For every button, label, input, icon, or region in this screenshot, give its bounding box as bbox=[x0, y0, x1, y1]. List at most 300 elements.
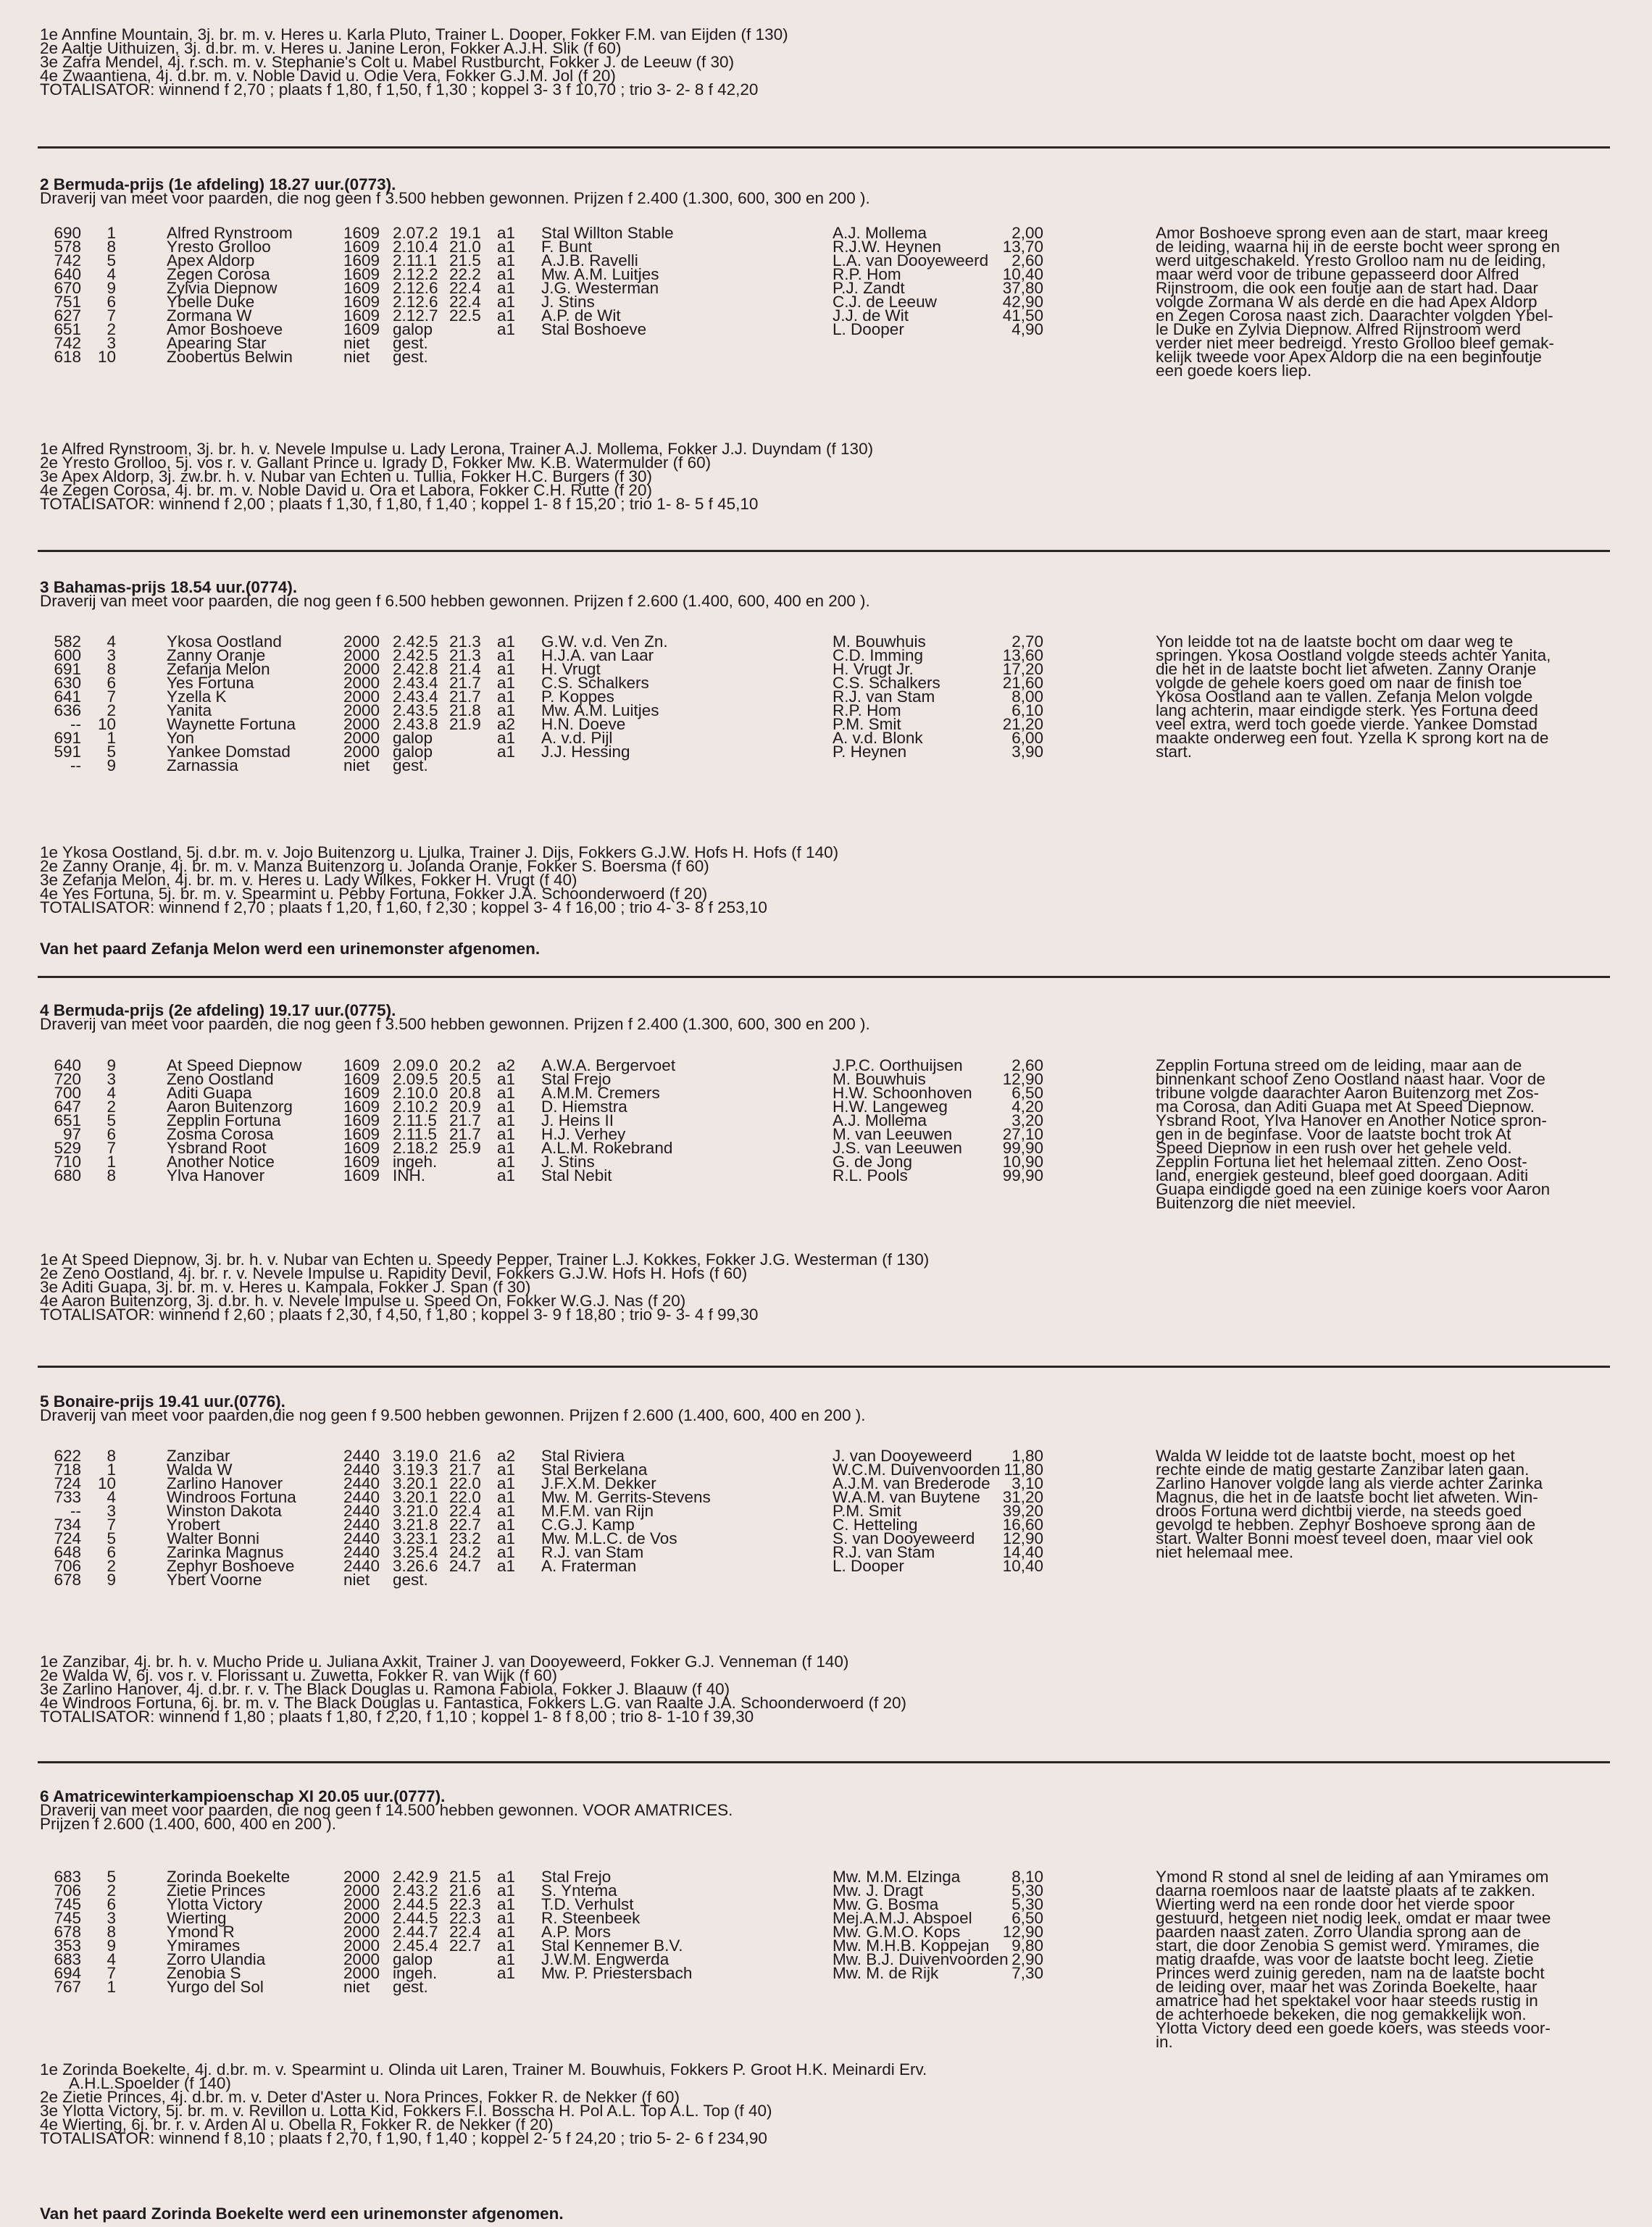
table-cell: W.A.M. van Buytene bbox=[833, 1488, 980, 1506]
table-cell: a1 bbox=[497, 1529, 516, 1547]
commentary-line: kelijk tweede voor Apex Aldorp die na een beginfoutje bbox=[1156, 348, 1542, 366]
table-cell: a1 bbox=[497, 251, 516, 270]
table-cell: R.L. Pools bbox=[833, 1166, 908, 1184]
totalisator-line: TOTALISATOR: winnend f 1,80 ; plaats f 1,80, f 2,20, f 1,10 ; koppel 1- 8 f 8,00 ; trio 8- 1-10 f 39,30 bbox=[40, 1708, 754, 1726]
table-cell: a1 bbox=[497, 224, 516, 242]
table-cell: a1 bbox=[497, 743, 516, 761]
table-cell: 2.11.5 bbox=[393, 1125, 437, 1143]
race-title: 2 Bermuda-prijs (1e afdeling) 18.27 uur.(0773). bbox=[40, 175, 396, 193]
table-cell: 9,80 bbox=[1011, 1936, 1043, 1955]
table-cell: niet bbox=[343, 334, 370, 352]
table-cell: gest. bbox=[393, 334, 428, 352]
race-conditions: Draverij van meet voor paarden, die nog geen f 6.500 hebben gewonnen. Prijzen f 2.600 (1.400, 600, 400 en 200 ). bbox=[40, 592, 870, 610]
table-cell: 2440 bbox=[343, 1461, 380, 1479]
commentary-line: le Duke en Zylvia Diepnow. Alfred Rijnstroom werd bbox=[1156, 320, 1521, 338]
table-cell: 2.12.6 bbox=[393, 293, 438, 311]
table-cell: 3.21.0 bbox=[393, 1502, 438, 1520]
table-cell: Zephyr Boshoeve bbox=[167, 1557, 295, 1575]
table-cell: 1609 bbox=[343, 1139, 380, 1157]
table-cell: Mw. M. Gerrits-Stevens bbox=[541, 1488, 711, 1506]
table-cell: Walter Bonni bbox=[167, 1529, 259, 1547]
table-cell: 8,00 bbox=[1011, 688, 1043, 706]
table-cell: a1 bbox=[497, 320, 516, 338]
table-cell: 680 bbox=[54, 1166, 81, 1184]
table-cell: Zormana W bbox=[167, 306, 252, 325]
table-cell: Zeno Oostland bbox=[167, 1070, 274, 1088]
race-title: 4 Bermuda-prijs (2e afdeling) 19.17 uur.(0775). bbox=[40, 1001, 396, 1019]
table-cell: Stal Frejo bbox=[541, 1868, 612, 1886]
table-cell: 683 bbox=[54, 1868, 81, 1886]
result-line: 2e Zietie Princes, 4j. d.br. m. v. Deter d'Aster u. Nora Princes, Fokker R. de Nekker (f 60) bbox=[40, 2088, 680, 2106]
commentary-line: Walda W leidde tot de laatste bocht, moest op het bbox=[1156, 1447, 1515, 1465]
table-cell: 22.0 bbox=[449, 1474, 481, 1492]
table-cell: 1 bbox=[107, 224, 116, 242]
table-cell: niet bbox=[343, 1571, 370, 1589]
table-cell: 651 bbox=[54, 320, 81, 338]
table-cell: 12,90 bbox=[1002, 1923, 1043, 1941]
commentary-line: Ymond R stond al snel de leiding af aan Ymirames om bbox=[1156, 1868, 1549, 1886]
commentary-line: Zepplin Fortuna streed om de leiding, maar aan de bbox=[1156, 1056, 1522, 1074]
table-cell: 2.44.7 bbox=[393, 1923, 438, 1941]
table-cell: gest. bbox=[393, 1571, 428, 1589]
table-cell: 21.7 bbox=[449, 1125, 481, 1143]
table-cell: A.J. Mollema bbox=[833, 224, 927, 242]
race-commentary bbox=[1156, 224, 1598, 380]
table-cell: 578 bbox=[54, 238, 81, 256]
table-cell: Yrobert bbox=[167, 1516, 220, 1534]
commentary-line: daarna roemloos naar de laatste plaats af te zakken. bbox=[1156, 1881, 1536, 1900]
table-cell: Zepplin Fortuna bbox=[167, 1111, 281, 1129]
table-cell: P.M. Smit bbox=[833, 1502, 901, 1520]
commentary-line: verder niet meer bedreigd. Yresto Grolloo bleef gemak- bbox=[1156, 334, 1554, 352]
table-cell: 1609 bbox=[343, 306, 380, 325]
table-cell: Stal Willton Stable bbox=[541, 224, 674, 242]
table-cell: 591 bbox=[54, 743, 81, 761]
commentary-line: amatrice had het spektakel voor haar steeds rustig in bbox=[1156, 1992, 1538, 2010]
table-cell: H.J. Verhey bbox=[541, 1125, 626, 1143]
table-cell: 2000 bbox=[343, 1895, 380, 1913]
table-cell: Mw. P. Priestersbach bbox=[541, 1964, 693, 1982]
table-cell: 734 bbox=[54, 1516, 81, 1534]
table-cell: R.P. Hom bbox=[833, 265, 901, 283]
table-cell: R.J. van Stam bbox=[833, 688, 935, 706]
table-cell: 630 bbox=[54, 674, 81, 692]
totalisator-line: TOTALISATOR: winnend f 2,60 ; plaats f 2,30, f 4,50, f 1,80 ; koppel 3- 9 f 18,80 ; trio 9- 3- 4 f 99,30 bbox=[40, 1305, 759, 1324]
race-commentary bbox=[1156, 1449, 1598, 1559]
table-cell: Winston Dakota bbox=[167, 1502, 282, 1520]
urine-sample-note: Van het paard Zefanja Melon werd een urinemonster afgenomen. bbox=[40, 940, 541, 958]
table-cell: 10 bbox=[97, 1474, 116, 1492]
table-cell: 21.8 bbox=[449, 701, 481, 719]
table-cell: L. Dooper bbox=[833, 320, 904, 338]
table-cell: H.J.A. van Laar bbox=[541, 646, 654, 664]
table-cell: Yanita bbox=[167, 701, 212, 719]
table-cell: 8 bbox=[107, 1923, 116, 1941]
table-cell: 10,90 bbox=[1002, 1153, 1043, 1171]
table-cell: 2440 bbox=[343, 1488, 380, 1506]
table-cell: 3 bbox=[107, 646, 116, 664]
table-cell: a1 bbox=[497, 632, 516, 651]
result-line: 2e Yresto Grolloo, 5j. vos r. v. Gallant Prince u. Igrady D, Fokker Mw. K.B. Watermulder (f 60) bbox=[40, 454, 712, 472]
table-cell: 21.9 bbox=[449, 715, 481, 733]
table-cell: 742 bbox=[54, 251, 81, 270]
table-cell: 3.25.4 bbox=[393, 1543, 438, 1561]
table-cell: Waynette Fortuna bbox=[167, 715, 296, 733]
table-cell: niet bbox=[343, 756, 370, 774]
table-cell: 3 bbox=[107, 1909, 116, 1927]
race-title: 5 Bonaire-prijs 19.41 uur.(0776). bbox=[40, 1392, 285, 1411]
commentary-line: binnenkant schoof Zeno Oostland naast haar. Voor de bbox=[1156, 1070, 1545, 1088]
table-cell: 742 bbox=[54, 334, 81, 352]
divider bbox=[38, 1366, 1610, 1368]
table-cell: 6 bbox=[107, 293, 116, 311]
table-cell: 7 bbox=[107, 306, 116, 325]
table-cell: Stal Nebit bbox=[541, 1166, 612, 1184]
table-cell: Zorinda Boekelte bbox=[167, 1868, 291, 1886]
commentary-line: Ylotta Victory deed een goede koers, was steeds voor- bbox=[1156, 2019, 1551, 2037]
table-cell: a1 bbox=[497, 1936, 516, 1955]
table-cell: 99,90 bbox=[1002, 1139, 1043, 1157]
table-cell: 6 bbox=[107, 1543, 116, 1561]
commentary-line: start, die door Zenobia S gemist werd. Ymirames, die bbox=[1156, 1936, 1540, 1955]
race-conditions: Draverij van meet voor paarden, die nog geen f 3.500 hebben gewonnen. Prijzen f 2.400 (1.300, 600, 300 en 200 ). bbox=[40, 189, 870, 207]
table-cell: 11,80 bbox=[1004, 1461, 1043, 1479]
table-cell: gest. bbox=[393, 1978, 428, 1996]
commentary-line: gen in de beginfase. Voor de laatste bocht trok At bbox=[1156, 1125, 1511, 1143]
table-cell: 8 bbox=[107, 1166, 116, 1184]
table-cell: A.W.A. Bergervoet bbox=[541, 1056, 676, 1074]
table-cell: galop bbox=[393, 743, 433, 761]
table-cell: a1 bbox=[497, 1895, 516, 1913]
table-cell: 22.3 bbox=[449, 1909, 481, 1927]
table-cell: Ylva Hanover bbox=[167, 1166, 265, 1184]
table-cell: 2.12.6 bbox=[393, 279, 438, 297]
table-cell: J. van Dooyeweerd bbox=[833, 1447, 972, 1465]
table-cell: J.W.M. Engwerda bbox=[541, 1950, 669, 1968]
commentary-line: springen. Ykosa Oostland volgde steeds achter Yanita, bbox=[1156, 646, 1551, 664]
table-cell: 10 bbox=[97, 348, 116, 366]
table-cell: 9 bbox=[107, 1571, 116, 1589]
table-cell: D. Hiemstra bbox=[541, 1098, 627, 1116]
commentary-line: de achterhoede bekeken, die nog gemakkelijk won. bbox=[1156, 2005, 1527, 2023]
table-cell: A.J.B. Ravelli bbox=[541, 251, 638, 270]
result-line: 3e Apex Aldorp, 3j. zw.br. h. v. Nubar van Echten u. Tullia, Fokker H.C. Burgers (f 30) bbox=[40, 467, 652, 485]
table-cell: R.P. Hom bbox=[833, 701, 901, 719]
table-cell: 2000 bbox=[343, 1950, 380, 1968]
table-cell: 678 bbox=[54, 1571, 81, 1589]
table-cell: G.W. v.d. Ven Zn. bbox=[541, 632, 668, 651]
table-cell: 2000 bbox=[343, 743, 380, 761]
table-cell: Zanny Oranje bbox=[167, 646, 266, 664]
race-conditions: Draverij van meet voor paarden, die nog geen f 3.500 hebben gewonnen. Prijzen f 2.400 (1.300, 600, 300 en 200 ). bbox=[40, 1015, 870, 1033]
table-cell: 97 bbox=[62, 1125, 81, 1143]
table-cell: 2000 bbox=[343, 660, 380, 678]
table-cell: Apex Aldorp bbox=[167, 251, 255, 270]
table-cell: G. de Jong bbox=[833, 1153, 913, 1171]
table-cell: 2.10.0 bbox=[393, 1084, 438, 1102]
table-cell: 2,60 bbox=[1011, 251, 1043, 270]
table-cell: 2.43.5 bbox=[393, 701, 438, 719]
table-cell: F. Bunt bbox=[541, 238, 593, 256]
table-cell: 1609 bbox=[343, 251, 380, 270]
table-cell: P. Heynen bbox=[833, 743, 907, 761]
table-cell: 2,60 bbox=[1011, 1056, 1043, 1074]
divider bbox=[38, 146, 1610, 149]
result-line: 1e Annfine Mountain, 3j. br. m. v. Heres u. Karla Pluto, Trainer L. Dooper, Fokker F.M. van Eijden (f 130) bbox=[40, 25, 788, 43]
table-cell: 10 bbox=[97, 715, 116, 733]
table-cell: 20.9 bbox=[449, 1098, 481, 1116]
table-cell: Ybert Voorne bbox=[167, 1571, 262, 1589]
table-cell: Mw. A.M. Luitjes bbox=[541, 701, 659, 719]
table-cell: 21.0 bbox=[449, 238, 481, 256]
table-cell: 20.5 bbox=[449, 1070, 481, 1088]
table-cell: A.P. Mors bbox=[541, 1923, 611, 1941]
table-cell: a1 bbox=[497, 1125, 516, 1143]
table-cell: 2 bbox=[107, 701, 116, 719]
table-cell: H.N. Doeve bbox=[541, 715, 626, 733]
commentary-line: lang achterin, maar eindigde sterk. Yes Fortuna deed bbox=[1156, 701, 1538, 719]
table-row bbox=[0, 1166, 1145, 1184]
table-cell: Alfred Rynstroom bbox=[167, 224, 293, 242]
table-cell: 2000 bbox=[343, 688, 380, 706]
race-commentary bbox=[1156, 632, 1598, 761]
table-cell: R. Steenbeek bbox=[541, 1909, 641, 1927]
result-line: 4e Yes Fortuna, 5j. br. m. v. Spearmint u. Pebby Fortuna, Fokker J.A. Schoonderwoerd (f 20) bbox=[40, 885, 708, 903]
table-cell: a1 bbox=[497, 660, 516, 678]
table-cell: Windroos Fortuna bbox=[167, 1488, 296, 1506]
table-cell: a1 bbox=[497, 265, 516, 283]
table-cell: Zarinka Magnus bbox=[167, 1543, 284, 1561]
commentary-line: de leiding over, maar het was Zorinda Boekelte, haar bbox=[1156, 1978, 1538, 1996]
table-cell: 1609 bbox=[343, 320, 380, 338]
table-cell: 1609 bbox=[343, 1166, 380, 1184]
totalisator-line: TOTALISATOR: winnend f 2,00 ; plaats f 1,30, f 1,80, f 1,40 ; koppel 1- 8 f 15,20 ; trio 1- 8- 5 f 45,10 bbox=[40, 495, 759, 513]
table-cell: 22.7 bbox=[449, 1516, 481, 1534]
table-cell: S. van Dooyeweerd bbox=[833, 1529, 975, 1547]
table-cell: 41,50 bbox=[1002, 306, 1043, 325]
table-cell: 2.44.5 bbox=[393, 1895, 438, 1913]
table-cell: A. Fraterman bbox=[541, 1557, 637, 1575]
table-cell: Ybelle Duke bbox=[167, 293, 255, 311]
table-cell: 5 bbox=[107, 1111, 116, 1129]
table-cell: 618 bbox=[54, 348, 81, 366]
table-cell: 4 bbox=[107, 265, 116, 283]
table-cell: 5 bbox=[107, 1868, 116, 1886]
race-commentary bbox=[1156, 1870, 1598, 2049]
table-cell: H.W. Langeweg bbox=[833, 1098, 948, 1116]
table-cell: 2000 bbox=[343, 715, 380, 733]
commentary-line: gevolgd te hebben. Zephyr Boshoeve sprong aan de bbox=[1156, 1516, 1536, 1534]
table-cell: R.J. van Stam bbox=[541, 1543, 644, 1561]
table-cell: H.W. Schoonhoven bbox=[833, 1084, 972, 1102]
table-cell: 2 bbox=[107, 320, 116, 338]
table-cell: 22.4 bbox=[449, 1502, 481, 1520]
table-cell: M. van Leeuwen bbox=[833, 1125, 953, 1143]
table-cell: a1 bbox=[497, 306, 516, 325]
table-cell: 6,10 bbox=[1011, 701, 1043, 719]
table-cell: Yes Fortuna bbox=[167, 674, 254, 692]
table-cell: 21.7 bbox=[449, 688, 481, 706]
table-cell: 2000 bbox=[343, 1936, 380, 1955]
table-cell: gest. bbox=[393, 756, 428, 774]
table-cell: 21,60 bbox=[1002, 674, 1043, 692]
table-cell: 1 bbox=[107, 1978, 116, 1996]
table-cell: 636 bbox=[54, 701, 81, 719]
table-cell: Mw. J. Dragt bbox=[833, 1881, 924, 1900]
table-cell: 2.18.2 bbox=[393, 1139, 438, 1157]
table-cell: 2000 bbox=[343, 646, 380, 664]
table-cell: a1 bbox=[497, 1964, 516, 1982]
table-cell: 9 bbox=[107, 1936, 116, 1955]
table-cell: a1 bbox=[497, 1557, 516, 1575]
table-cell: 600 bbox=[54, 646, 81, 664]
commentary-line: maar werd voor de tribune gepasseerd door Alfred bbox=[1156, 265, 1519, 283]
table-cell: 691 bbox=[54, 660, 81, 678]
table-cell: 2.42.5 bbox=[393, 646, 438, 664]
table-cell: 2.45.4 bbox=[393, 1936, 438, 1955]
table-cell: 24.2 bbox=[449, 1543, 481, 1561]
table-cell: Zylvia Diepnow bbox=[167, 279, 278, 297]
table-cell: 21.6 bbox=[449, 1447, 481, 1465]
table-cell: At Speed Diepnow bbox=[167, 1056, 302, 1074]
commentary-line: gestuurd, hetgeen niet nodig leek, omdat er maar twee bbox=[1156, 1909, 1551, 1927]
result-line: 3e Zafra Mendel, 4j. r.sch. m. v. Stephanie's Colt u. Mabel Rustburcht, Fokker J. de Leeuw (f 30) bbox=[40, 53, 735, 71]
result-line: 1e Zorinda Boekelte, 4j. d.br. m. v. Spearmint u. Olinda uit Laren, Trainer M. Bouwhuis, Fokkers P. Groot H.K. Meinardi Erv. bbox=[40, 2060, 927, 2078]
commentary-line: ma Corosa, dan Aditi Guapa met At Speed Diepnow. bbox=[1156, 1098, 1535, 1116]
commentary-line: droos Fortuna werd dichtbij vierde, na steeds goed bbox=[1156, 1502, 1522, 1520]
table-cell: 694 bbox=[54, 1964, 81, 1982]
table-cell: 2.11.1 bbox=[393, 251, 437, 270]
table-cell: 7 bbox=[107, 1964, 116, 1982]
table-cell: 648 bbox=[54, 1543, 81, 1561]
totalisator-line: TOTALISATOR: winnend f 8,10 ; plaats f 2,70, f 1,90, f 1,40 ; koppel 2- 5 f 24,20 ; trio 5- 2- 6 f 234,90 bbox=[40, 2129, 767, 2147]
commentary-line: Buitenzorg die niet meeviel. bbox=[1156, 1194, 1356, 1212]
table-cell: 2.07.2 bbox=[393, 224, 438, 242]
table-cell: 706 bbox=[54, 1881, 81, 1900]
result-line: 4e Zegen Corosa, 4j. br. m. v. Noble David u. Ora et Labora, Fokker C.H. Rutte (f 20) bbox=[40, 481, 652, 499]
table-cell: 5 bbox=[107, 1529, 116, 1547]
table-cell: 4 bbox=[107, 632, 116, 651]
table-cell: a1 bbox=[497, 1502, 516, 1520]
commentary-line: rechte einde de matig gestarte Zanzibar laten gaan. bbox=[1156, 1461, 1530, 1479]
table-cell: 2000 bbox=[343, 1868, 380, 1886]
table-cell: Another Notice bbox=[167, 1153, 275, 1171]
table-cell: 8,10 bbox=[1011, 1868, 1043, 1886]
table-cell: 2.42.8 bbox=[393, 660, 438, 678]
table-cell: 2440 bbox=[343, 1557, 380, 1575]
commentary-line: een goede koers liep. bbox=[1156, 362, 1312, 380]
table-cell: Stal Frejo bbox=[541, 1070, 612, 1088]
table-cell: 4 bbox=[107, 1950, 116, 1968]
table-cell: 3.19.3 bbox=[393, 1461, 438, 1479]
table-cell: Zarlino Hanover bbox=[167, 1474, 283, 1492]
table-cell: 99,90 bbox=[1002, 1166, 1043, 1184]
table-cell: 2 bbox=[107, 1098, 116, 1116]
result-line: 1e Zanzibar, 4j. br. h. v. Mucho Pride u. Juliana Axkit, Trainer J. van Dooyeweerd, Fokker G.J. Venneman (f 140) bbox=[40, 1653, 849, 1671]
table-cell: 640 bbox=[54, 1056, 81, 1074]
table-cell: a1 bbox=[497, 1881, 516, 1900]
table-cell: 720 bbox=[54, 1070, 81, 1088]
table-cell: 1 bbox=[107, 1153, 116, 1171]
commentary-line: Ysbrand Root, Ylva Hanover en Another Notice spron- bbox=[1156, 1111, 1547, 1129]
table-cell: 6,50 bbox=[1011, 1084, 1043, 1102]
commentary-line: Amor Boshoeve sprong even aan de start, maar kreeg bbox=[1156, 224, 1548, 242]
table-cell: 745 bbox=[54, 1895, 81, 1913]
table-cell: 2,90 bbox=[1011, 1950, 1043, 1968]
table-cell: Mw. G. Bosma bbox=[833, 1895, 939, 1913]
table-cell: 353 bbox=[54, 1936, 81, 1955]
table-cell: 3.20.1 bbox=[393, 1488, 438, 1506]
table-cell: a1 bbox=[497, 1923, 516, 1941]
table-cell: A.M.M. Cremers bbox=[541, 1084, 660, 1102]
race-conditions: Draverij van meet voor paarden, die nog geen f 14.500 hebben gewonnen. VOOR AMATRICES. bbox=[40, 1801, 733, 1819]
table-cell: 2000 bbox=[343, 1881, 380, 1900]
table-cell: 647 bbox=[54, 1098, 81, 1116]
result-line: 4e Wierting, 6j. br. r. v. Arden Al u. Obella R, Fokker R. de Nekker (f 20) bbox=[40, 2115, 554, 2134]
table-cell: 22.4 bbox=[449, 1923, 481, 1941]
table-cell: 8 bbox=[107, 660, 116, 678]
table-cell: 670 bbox=[54, 279, 81, 297]
table-cell: 745 bbox=[54, 1909, 81, 1927]
table-cell: Wierting bbox=[167, 1909, 227, 1927]
commentary-line: volgde de gehele koers goed om naar de finish toe bbox=[1156, 674, 1522, 692]
table-cell: 21.4 bbox=[449, 660, 481, 678]
table-cell: 2.09.0 bbox=[393, 1056, 438, 1074]
result-line: 1e At Speed Diepnow, 3j. br. h. v. Nubar van Echten u. Speedy Pepper, Trainer L.J. Kokkes, Fokker J.G. Westerman (f 130) bbox=[40, 1250, 930, 1269]
table-cell: 3,10 bbox=[1011, 1474, 1043, 1492]
table-cell: 22.0 bbox=[449, 1488, 481, 1506]
table-cell: 582 bbox=[54, 632, 81, 651]
table-cell: 2,70 bbox=[1011, 632, 1043, 651]
table-cell: 21.5 bbox=[449, 251, 481, 270]
table-cell: 2,00 bbox=[1011, 224, 1043, 242]
commentary-line: volgde Zormana W als derde en die had Apex Aldorp bbox=[1156, 293, 1538, 311]
table-cell: 2.10.2 bbox=[393, 1098, 438, 1116]
table-cell: 7 bbox=[107, 688, 116, 706]
table-cell: 3.26.6 bbox=[393, 1557, 438, 1575]
table-cell: a1 bbox=[497, 1111, 516, 1129]
commentary-line: Zepplin Fortuna liet het helemaal zitten. Zeno Oost- bbox=[1156, 1153, 1527, 1171]
table-cell: 678 bbox=[54, 1923, 81, 1941]
table-cell: 6 bbox=[107, 674, 116, 692]
table-cell: Yankee Domstad bbox=[167, 743, 291, 761]
table-cell: T.D. Verhulst bbox=[541, 1895, 634, 1913]
table-cell: 21.3 bbox=[449, 632, 481, 651]
table-cell: Stal Kennemer B.V. bbox=[541, 1936, 683, 1955]
table-cell: J. Stins bbox=[541, 293, 595, 311]
table-cell: 2.09.5 bbox=[393, 1070, 438, 1088]
table-cell: 733 bbox=[54, 1488, 81, 1506]
table-cell: Zoobertus Belwin bbox=[167, 348, 293, 366]
commentary-line: die het in de laatste bocht liet afweten. Zanny Oranje bbox=[1156, 660, 1537, 678]
table-cell: P. Koppes bbox=[541, 688, 614, 706]
table-cell: 1609 bbox=[343, 1153, 380, 1171]
table-cell: J.J. de Wit bbox=[833, 306, 909, 325]
table-cell: Aditi Guapa bbox=[167, 1084, 252, 1102]
table-cell: 640 bbox=[54, 265, 81, 283]
table-cell: 3.19.0 bbox=[393, 1447, 438, 1465]
table-cell: a1 bbox=[497, 1098, 516, 1116]
table-cell: J.S. van Leeuwen bbox=[833, 1139, 962, 1157]
table-cell: 10,40 bbox=[1002, 1557, 1043, 1575]
table-cell: 21,20 bbox=[1002, 715, 1043, 733]
table-cell: 13,70 bbox=[1002, 238, 1043, 256]
result-line: 3e Zefanja Melon, 4j. br. m. v. Heres u. Lady Wilkes, Fokker H. Vrugt (f 40) bbox=[40, 871, 577, 889]
table-cell: 710 bbox=[54, 1153, 81, 1171]
result-line: 4e Aaron Buitenzorg, 3j. d.br. h. v. Nevele Impulse u. Speed On, Fokker W.G.J. Nas (f 20) bbox=[40, 1292, 686, 1310]
table-cell: M. Bouwhuis bbox=[833, 1070, 926, 1088]
table-cell: a1 bbox=[497, 1461, 516, 1479]
